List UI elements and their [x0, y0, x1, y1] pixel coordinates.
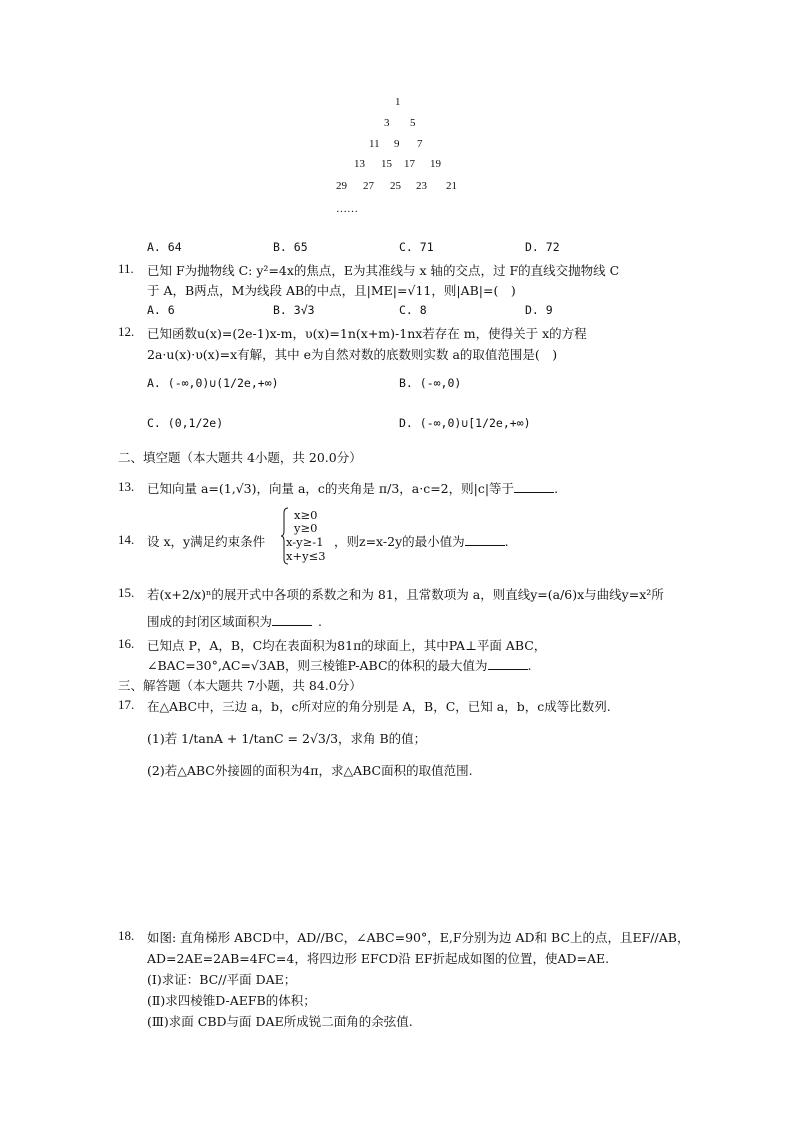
q17-part2: (2)若△ABC外接圆的面积为4π，求△ABC面积的取值范围. — [147, 763, 473, 778]
q13-body: 已知向量 a=(1,√3)，向量 a，c的夹角是 π/3，a·c=2，则|c|等于 — [147, 481, 515, 496]
q12-option-a: A. (-∞,0)∪(1/2e,+∞) — [147, 376, 279, 390]
triangle-cell: 21 — [446, 180, 457, 192]
constraint-4: x+y≤3 — [286, 549, 326, 563]
triangle-cell: 25 — [390, 180, 401, 192]
q13-text — [147, 479, 558, 497]
q15-line2-text: 围成的封闭区域面积为 — [147, 614, 273, 629]
q13-period: . — [554, 481, 559, 496]
answer-blank — [465, 533, 505, 546]
triangle-cell: 23 — [416, 180, 427, 192]
q17-part1: (1)若 1/tanA + 1/tanC = 2√3/3，求角 B的值； — [147, 731, 427, 746]
answer-blank — [488, 657, 528, 670]
answer-blank — [514, 480, 554, 493]
q12-option-b: B. (-∞,0) — [399, 376, 462, 390]
q10-option-c: C. 71 — [399, 240, 434, 254]
q11-option-a: A. 6 — [147, 303, 175, 317]
q11-line2: 于 A，B两点，M为线段 AB的中点，且|ME|=√11，则|AB|=( ) — [147, 283, 516, 298]
q14-period: . — [504, 534, 509, 549]
answer-blank — [272, 613, 312, 626]
q12-number: 12. — [118, 324, 135, 339]
constraint-2: y≥0 — [294, 521, 318, 535]
section-heading-fill-in: 二、填空题（本大题共 4小题，共 20.0分） — [118, 450, 362, 465]
q14-tail — [334, 532, 509, 550]
constraint-1: x≥0 — [294, 508, 318, 522]
triangle-row-1: 1 — [395, 96, 401, 108]
q16-number: 16. — [118, 636, 135, 651]
triangle-cell: 5 — [410, 117, 416, 129]
q17-number: 17. — [118, 697, 135, 712]
q10-option-b: B. 65 — [273, 240, 308, 254]
q18-part2: (Ⅱ)求四棱锥D-AEFB的体积； — [147, 993, 316, 1008]
q13-number: 13. — [118, 479, 135, 494]
q16-line2 — [147, 656, 532, 674]
triangle-cell: 29 — [336, 180, 347, 192]
q18-part1: (Ⅰ)求证：BC//平面 DAE； — [147, 972, 297, 987]
triangle-cell: 27 — [363, 180, 374, 192]
triangle-cell: 9 — [394, 138, 400, 150]
q10-option-d: D. 72 — [525, 240, 560, 254]
triangle-cell: 19 — [430, 158, 441, 170]
q11-line1: 已知 F为抛物线 C: y²=4x的焦点，E为其准线与 x 轴的交点，过 F的直线交抛物线 C — [147, 263, 620, 278]
q18-line2: AD=2AE=2AB=4FC=4，将四边形 EFCD沿 EF折起成如图的位置，使AD=AE. — [147, 951, 610, 966]
triangle-cell: 17 — [404, 158, 415, 170]
q15-number: 15. — [118, 585, 135, 600]
q15-line2 — [147, 612, 322, 630]
constraint-3: x-y≥-1 — [286, 535, 324, 549]
q15-period: . — [318, 614, 322, 629]
q11-option-d: D. 9 — [525, 303, 553, 317]
triangle-cell: 15 — [381, 158, 392, 170]
q16-period: . — [527, 658, 532, 673]
q18-line1: 如图: 直角梯形 ABCD中，AD//BC，∠ABC=90°，E,F分别为边 AD和 BC上的点，且EF//AB， — [147, 930, 690, 945]
q11-option-b: B. 3√3 — [273, 303, 315, 317]
q14-lead: 设 x，y满足约束条件 — [147, 534, 266, 549]
q18-part3: (Ⅲ)求面 CBD与面 DAE所成锐二面角的余弦值. — [147, 1014, 413, 1029]
triangle-cell: 7 — [417, 138, 423, 150]
q16-line1: 已知点 P，A，B，C均在表面积为81π的球面上，其中PA⊥平面 ABC， — [147, 638, 547, 653]
q14-number: 14. — [118, 532, 135, 547]
q14-tail-text: ，则z=x-2y的最小值为 — [334, 534, 465, 549]
q12-option-c: C. (0,1/2e) — [147, 416, 224, 430]
section-heading-answer: 三、解答题（本大题共 7小题，共 84.0分） — [118, 678, 362, 693]
q10-option-a: A. 64 — [147, 240, 182, 254]
q12-option-d: D. (-∞,0)∪[1/2e,+∞) — [399, 416, 531, 430]
q17-line1: 在△ABC中，三边 a，b，c所对应的角分别是 A，B，C，已知 a，b，c成等比数列. — [147, 699, 611, 714]
q11-option-c: C. 8 — [399, 303, 427, 317]
triangle-ellipsis: …… — [336, 203, 358, 215]
triangle-cell: 13 — [354, 158, 365, 170]
q18-number: 18. — [118, 928, 135, 943]
q11-number: 11. — [118, 261, 134, 276]
triangle-cell: 11 — [369, 138, 380, 150]
q12-line1: 已知函数u(x)=(2e-1)x-m，υ(x)=1n(x+m)-1nx若存在 m，使得关于 x的方程 — [147, 326, 587, 341]
q16-line2-text: ∠BAC=30°,AC=√3AB，则三棱锥P-ABC的体积的最大值为 — [147, 658, 488, 673]
q15-line1: 若(x+2/x)ⁿ的展开式中各项的系数之和为 81，且常数项为 a，则直线y=(a/6)x与曲线y=x²所 — [147, 587, 664, 602]
triangle-cell: 3 — [384, 117, 390, 129]
q12-line2: 2a·u(x)·υ(x)=x有解，其中 e为自然对数的底数则实数 a的取值范围是( ) — [147, 347, 558, 362]
